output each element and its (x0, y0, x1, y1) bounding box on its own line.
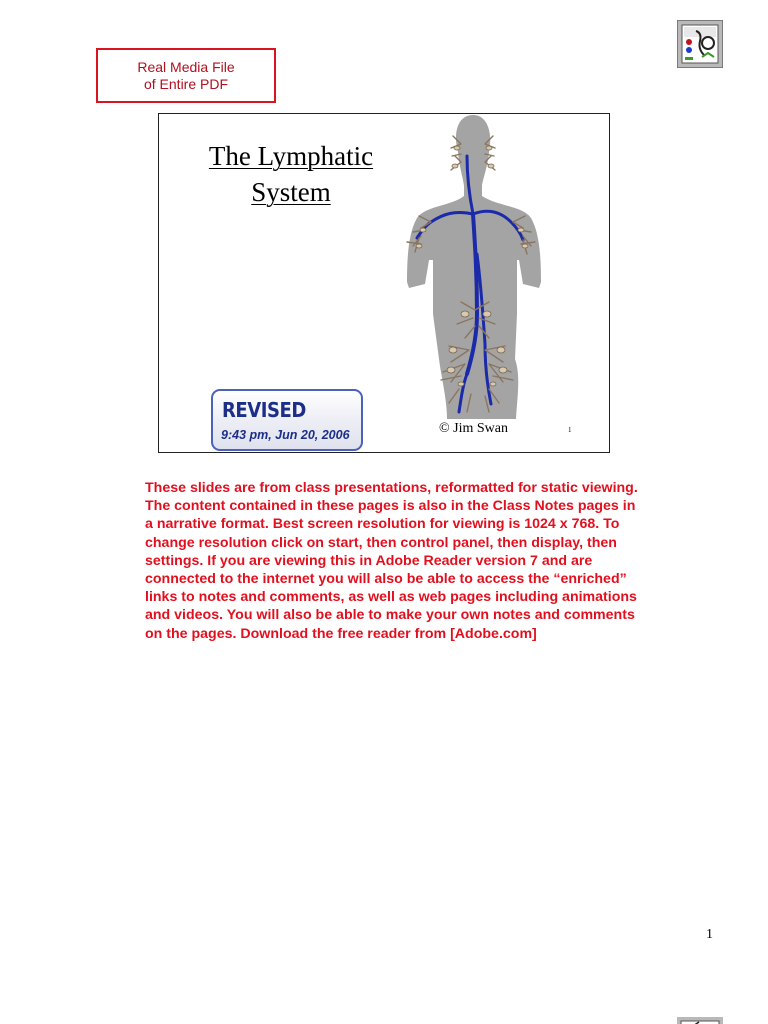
slide-title-line-2: System (251, 177, 331, 207)
revised-stamp (211, 389, 363, 451)
page-number: 1 (706, 927, 713, 942)
lymphatic-system-figure (381, 114, 563, 419)
revised-stamp-title: REVISED (222, 398, 306, 422)
real-media-file-link[interactable] (96, 48, 276, 103)
media-link-line-2: of Entire PDF (143, 75, 229, 92)
slide-title (183, 138, 399, 210)
slide-thumbnail (158, 113, 610, 453)
media-player-icon[interactable] (677, 1014, 723, 1024)
slide-number: 1 (568, 426, 572, 434)
copyright-text: © Jim Swan (439, 421, 508, 436)
slide-title-line-1: The Lymphatic (208, 141, 374, 171)
revised-stamp-date: 9:43 pm, Jun 20, 2006 (221, 428, 350, 442)
media-link-line-1: Real Media File (137, 58, 235, 75)
media-player-icon[interactable] (677, 20, 723, 68)
viewing-notice: These slides are from class presentations, reformatted for static viewing. The content contained in these pages is also in the Class Notes pages in a narrative format. Best screen resolution for viewing is 1024 x 768. To change resolution click on start, then control panel, then display, then settings. If you are viewing this in Adobe Reader version 7 and are connected to the internet you will also be able to access the “enriched” links to notes and comments, as well as web pages including animations and videos. You will also be able to make your own notes and comments on the pages. Download the free reader from [Adobe.com] (145, 480, 638, 642)
